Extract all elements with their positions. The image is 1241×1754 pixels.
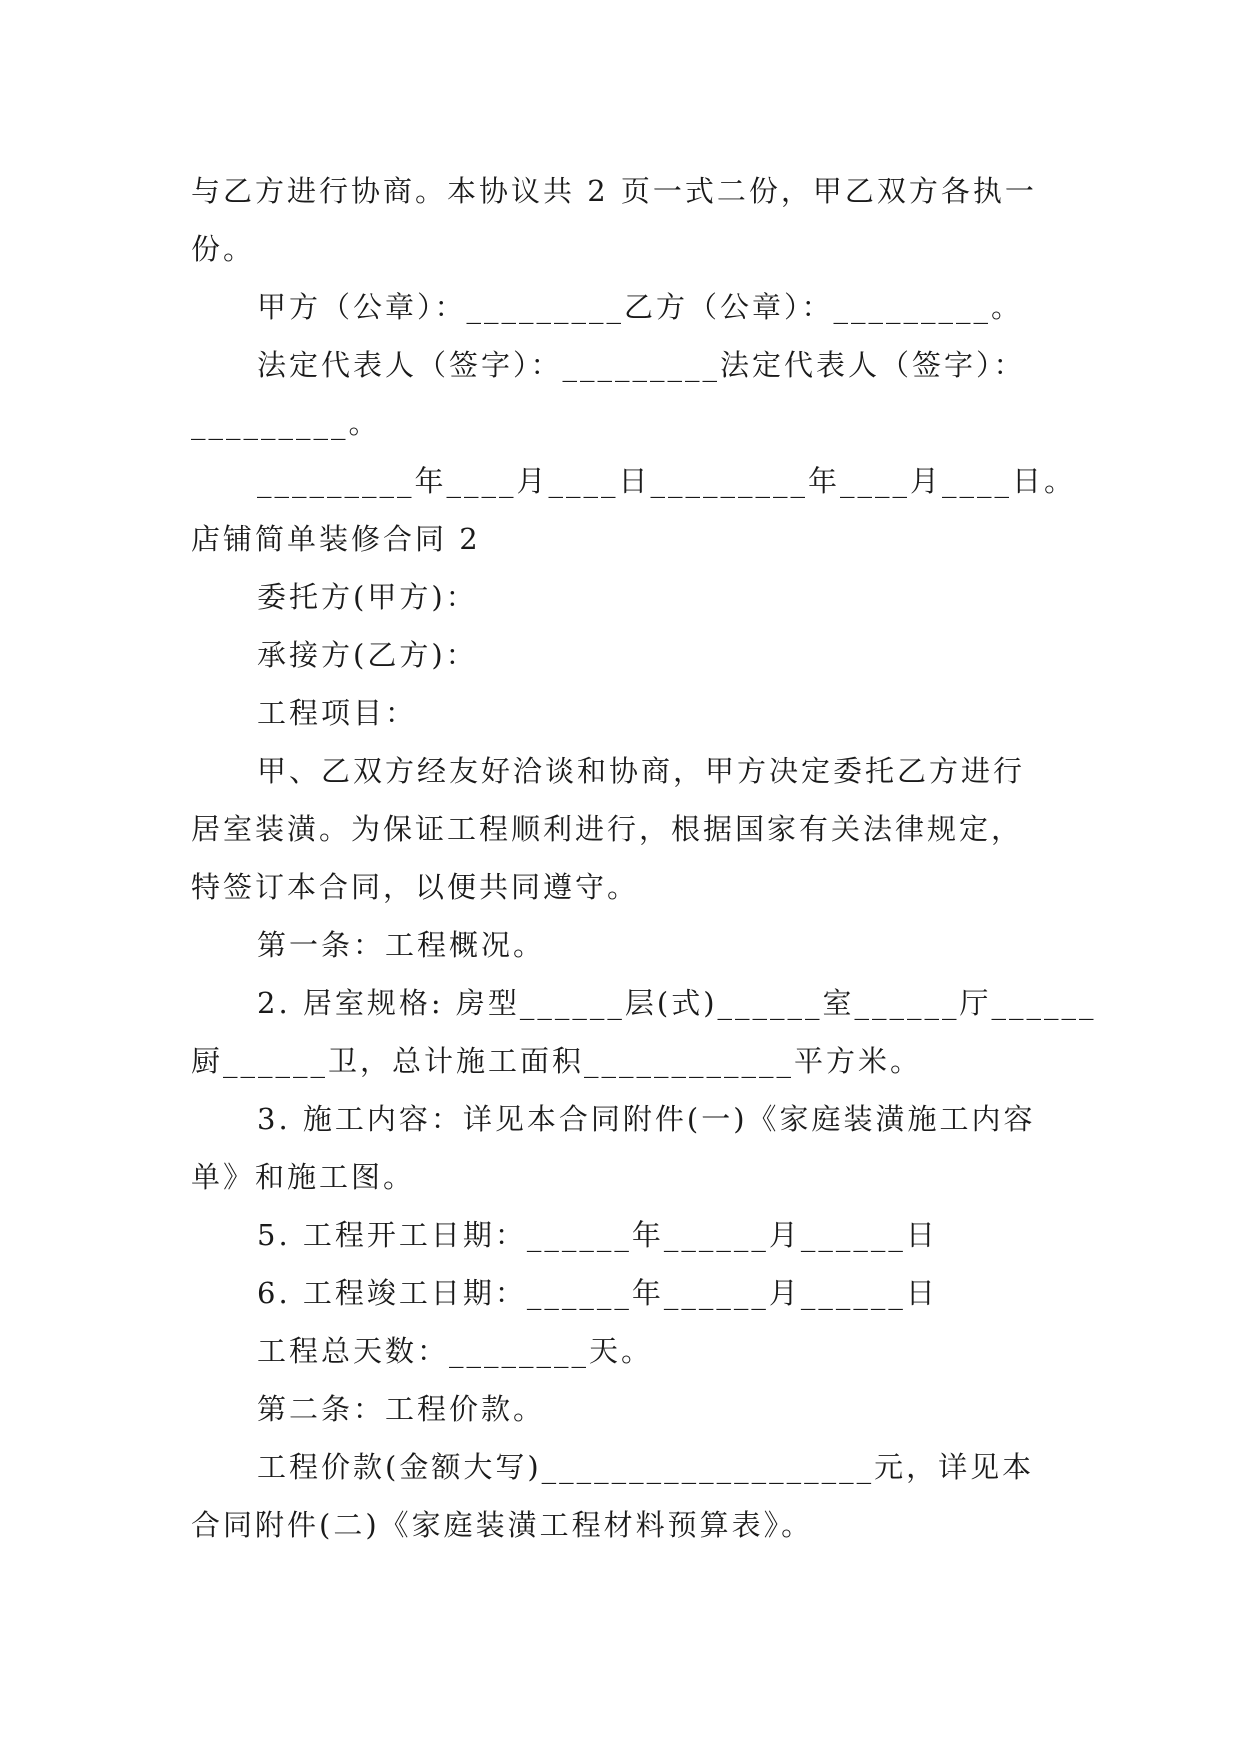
total-days-line: 工程总天数：________天。 <box>257 1334 654 1368</box>
text-line: 份。 <box>191 232 256 266</box>
text-line: _________。 <box>191 406 381 440</box>
clause-line: 厨______卫，总计施工面积____________平方米。 <box>191 1044 923 1078</box>
price-line: 工程价款(金额大写)___________________元，详见本 <box>257 1450 1035 1484</box>
paragraph-line: 甲、乙双方经友好洽谈和协商，甲方决定委托乙方进行 <box>257 754 1026 788</box>
project-line: 工程项目： <box>257 696 418 730</box>
price-line: 合同附件(二)《家庭装潢工程材料预算表》。 <box>191 1508 814 1542</box>
date-line: _________年____月____日_________年____月____日。 <box>257 464 1077 498</box>
section-title: 店铺简单装修合同 2 <box>191 522 481 556</box>
party-a-seal-line: 甲方（公章）：_________乙方（公章）：_________。 <box>257 290 1024 324</box>
clause-line: 2. 居室规格: 房型______层(式)______室______厅______ <box>257 986 1097 1020</box>
paragraph-line: 居室装潢。为保证工程顺利进行，根据国家有关法律规定， <box>191 812 1024 846</box>
start-date-line: 5. 工程开工日期：______年______月______日 <box>257 1218 938 1252</box>
document-body <box>191 162 1097 1554</box>
article-heading: 第一条：工程概况。 <box>257 928 546 962</box>
completion-date-line: 6. 工程竣工日期：______年______月______日 <box>257 1276 938 1310</box>
clause-line: 3. 施工内容：详见本合同附件(一)《家庭装潢施工内容 <box>257 1102 1036 1136</box>
text-line: 与乙方进行协商。本协议共 2 页一式二份，甲乙双方各执一 <box>191 174 1037 208</box>
article-heading: 第二条：工程价款。 <box>257 1392 546 1426</box>
client-line: 委托方(甲方)： <box>257 580 478 614</box>
paragraph-line: 特签订本合同，以便共同遵守。 <box>191 870 640 904</box>
clause-line: 单》和施工图。 <box>191 1160 416 1194</box>
contractor-line: 承接方(乙方)： <box>257 638 478 672</box>
legal-rep-signature-line: 法定代表人（签字）：_________法定代表人（签字）： <box>257 348 1026 382</box>
